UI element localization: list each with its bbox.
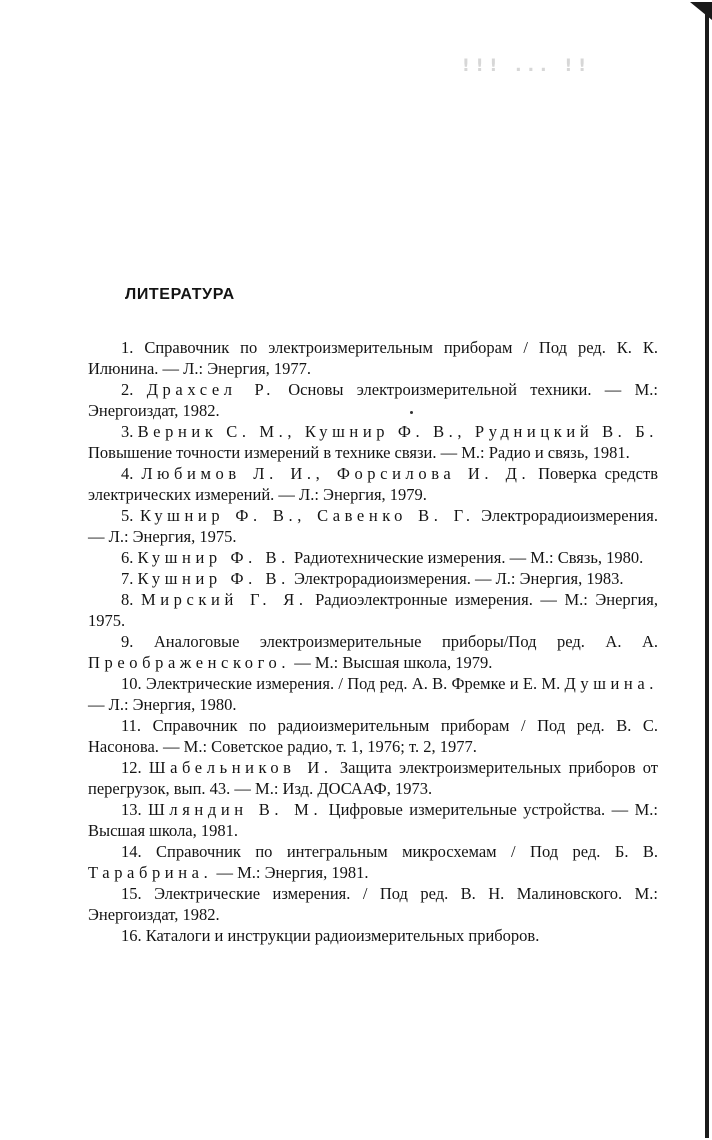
reference-number: 11. (121, 716, 153, 735)
reference-text: Электрорадиоизмерения. — Л.: Энергия, 1975. (88, 506, 658, 546)
reference-text: — М.: Высшая школа, 1979. (290, 653, 493, 672)
reference-text: Поверка средств электрических измерений. — Л.: Энергия, 1979. (88, 464, 658, 504)
reference-text: Каталоги и инструкции радиоизмерительных приборов. (145, 926, 540, 945)
reference-item (88, 589, 658, 631)
reference-item (88, 673, 658, 715)
ink-speck (410, 411, 413, 414)
reference-list (88, 337, 658, 946)
reference-number: 1. (121, 338, 145, 357)
reference-text: — Л.: Энергия, 1980. (88, 695, 237, 714)
reference-item (88, 715, 658, 757)
page-binding-edge (705, 8, 709, 1138)
reference-number: 3. (121, 422, 138, 441)
reference-item (88, 421, 658, 463)
reference-number: 6. (121, 548, 138, 567)
reference-number: 4. (121, 464, 142, 483)
reference-item (88, 547, 658, 568)
reference-text: Справочник по радиоизмерительным приборам / Под ред. В. С. Насонова. — М.: Советское радио, т. 1, 1976; т. 2, 1977. (88, 716, 659, 756)
reference-number: 15. (121, 884, 155, 903)
reference-item (88, 463, 658, 505)
reference-item (88, 799, 658, 841)
reference-item (88, 631, 658, 673)
reference-number: 8. (121, 590, 141, 609)
reference-item (88, 379, 658, 421)
library-stamp: !!! ... !! (462, 56, 592, 76)
reference-author: Кушнир Ф. В. (137, 548, 290, 567)
reference-text: Повышение точности измерений в технике связи. — М.: Радио и связь, 1981. (88, 443, 630, 462)
reference-text: Справочник по электроизмерительным приборам / Под ред. К. К. Илюнина. — Л.: Энергия, 1977. (88, 338, 658, 378)
reference-text: Основы электроизмерительной техники. — М.: Энергоиздат, 1982. (88, 380, 658, 420)
reference-number: 13. (121, 800, 149, 819)
reference-text: Защита электроизмерительных приборов от перегрузок, вып. 43. — М.: Изд. ДОСААФ, 1973. (88, 758, 658, 798)
reference-number: 9. (121, 632, 154, 651)
reference-number: 5. (121, 506, 140, 525)
reference-author: Драхсел Р. (146, 380, 275, 399)
reference-item (88, 568, 658, 589)
reference-item (88, 925, 658, 946)
reference-number: 12. (121, 758, 149, 777)
reference-text: Аналоговые электроизмерительные приборы/Под ред. А. А. (153, 632, 658, 651)
reference-text: Электрические измерения. / Под ред. А. В. Фремке и Е. М. (145, 674, 565, 693)
reference-item (88, 757, 658, 799)
reference-item (88, 841, 658, 883)
reference-author: Тарабрина. (88, 863, 213, 882)
reference-item (88, 505, 658, 547)
reference-item (88, 883, 658, 925)
reference-author: Мирский Г. Я. (140, 590, 308, 609)
reference-number: 10. (121, 674, 146, 693)
reference-author: Шабельников И. (148, 758, 333, 777)
reference-author: Душина. (564, 674, 659, 693)
reference-text: Радиотехнические измерения. — М.: Связь, 1980. (289, 548, 644, 567)
reference-text: Электрические измерения. / Под ред. В. Н. Малиновского. М.: Энергоиздат, 1982. (88, 884, 658, 924)
reference-text: Справочник по интегральным микросхемам / Под ред. Б. В. (156, 842, 658, 861)
reference-author: Шляндин В. М. (148, 800, 323, 819)
reference-author: Любимов Л. И., Форсилова И. Д. (141, 464, 531, 483)
page-title: ЛИТЕРАТУРА (125, 286, 235, 303)
reference-text: Электрорадиоизмерения. — Л.: Энергия, 1983. (289, 569, 624, 588)
reference-text: Цифровые измерительные устройства. — М.: Высшая школа, 1981. (88, 800, 658, 840)
reference-number: 2. (121, 380, 147, 399)
reference-author: Верник С. М., Кушнир Ф. В., Рудницкий В. Б. (137, 422, 658, 441)
reference-number: 16. (121, 926, 146, 945)
reference-item (88, 337, 658, 379)
reference-number: 7. (121, 569, 138, 588)
reference-author: Преображенского. (88, 653, 291, 672)
reference-text: Радиоэлектронные измерения. — М.: Энергия, 1975. (88, 590, 658, 630)
reference-author: Кушнир Ф. В. (137, 569, 290, 588)
reference-text: — М.: Энергия, 1981. (212, 863, 369, 882)
reference-number: 14. (121, 842, 157, 861)
reference-author: Кушнир Ф. В., Савенко В. Г. (139, 506, 475, 525)
